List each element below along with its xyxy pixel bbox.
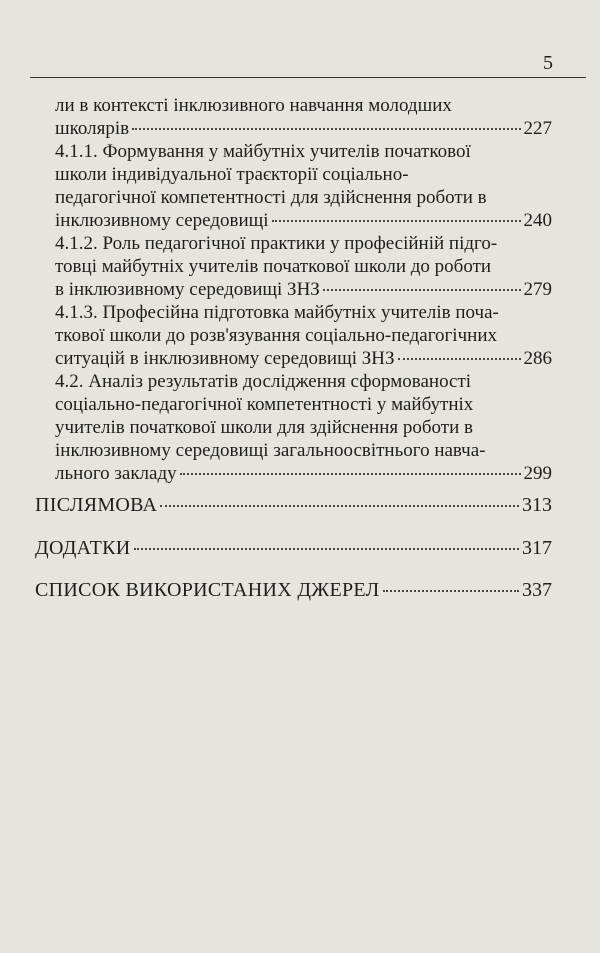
toc-main-entry-title: СПИСОК ВИКОРИСТАНИХ ДЖЕРЕЛ [35, 579, 380, 601]
toc-entry-line: школи індивідуальної траєкторії соціально- [55, 164, 409, 185]
toc-entry-line: педагогічної компетентності для здійснення роботи в [55, 187, 487, 208]
dot-leader [383, 590, 519, 592]
toc-main-entry-page: 317 [522, 537, 552, 559]
toc-entry-line: 4.1.1. Формування у майбутніх учителів початкової [55, 141, 471, 162]
toc-main-entry-references [35, 578, 552, 602]
toc-main-entry-appendices [35, 536, 552, 560]
toc-main-entry-page: 337 [522, 579, 552, 601]
toc-entry-text: інклюзивному середовищі [55, 210, 269, 231]
toc-main-entry-afterword [35, 493, 552, 517]
dot-leader [132, 128, 520, 130]
toc-entry-line: товці майбутніх учителів початкової школи до роботи [55, 256, 492, 277]
toc-main-entry-title: ПІСЛЯМОВА [35, 494, 158, 516]
toc-entry-page: 286 [523, 348, 552, 369]
toc-entry-last-line [55, 462, 552, 485]
dot-leader [160, 505, 519, 507]
toc-entry-page: 240 [523, 210, 552, 231]
toc-entry-text: школярів [55, 118, 130, 139]
toc-entry-line: учителів початкової школи для здійснення роботи в [55, 417, 473, 438]
toc-entry-line: ткової школи до розв'язування соціально-педагогічних [55, 325, 497, 346]
toc-entry-text: ситуацій в інклюзивному середовищі ЗНЗ [55, 348, 395, 369]
toc-entry-line: ли в контексті інклюзивного навчання молодших [55, 95, 452, 116]
toc-entry-last-line [55, 209, 552, 232]
toc-entry-text: в інклюзивному середовищі ЗНЗ [55, 279, 320, 300]
toc-entry-last-line [55, 278, 552, 301]
toc-entry-page: 227 [523, 118, 552, 139]
dot-leader [134, 548, 519, 550]
toc-main-entry-title: ДОДАТКИ [35, 537, 131, 559]
toc-entry-last-line [55, 347, 552, 370]
toc-entry-line: 4.2. Аналіз результатів дослідження сформованості [55, 371, 472, 392]
header-rule [30, 77, 586, 78]
toc-main-entry-page: 313 [522, 494, 552, 516]
toc-entry-line: інклюзивному середовищі загальноосвітнього навча- [55, 440, 486, 461]
toc-entry-page: 299 [523, 463, 552, 484]
toc-entry-text: льного закладу [55, 463, 177, 484]
toc-entry-line: соціально-педагогічної компетентності у майбутніх [55, 394, 474, 415]
toc-entry-line: 4.1.2. Роль педагогічної практики у професійній підго- [55, 233, 498, 254]
toc-entry-page: 279 [523, 279, 552, 300]
toc-entry-last-line [55, 117, 552, 140]
toc-entry-line: 4.1.3. Професійна підготовка майбутніх учителів поча- [55, 302, 499, 323]
page-number: 5 [543, 52, 553, 74]
dot-leader [323, 289, 521, 291]
dot-leader [180, 473, 521, 475]
dot-leader [272, 220, 521, 222]
dot-leader [398, 358, 521, 360]
